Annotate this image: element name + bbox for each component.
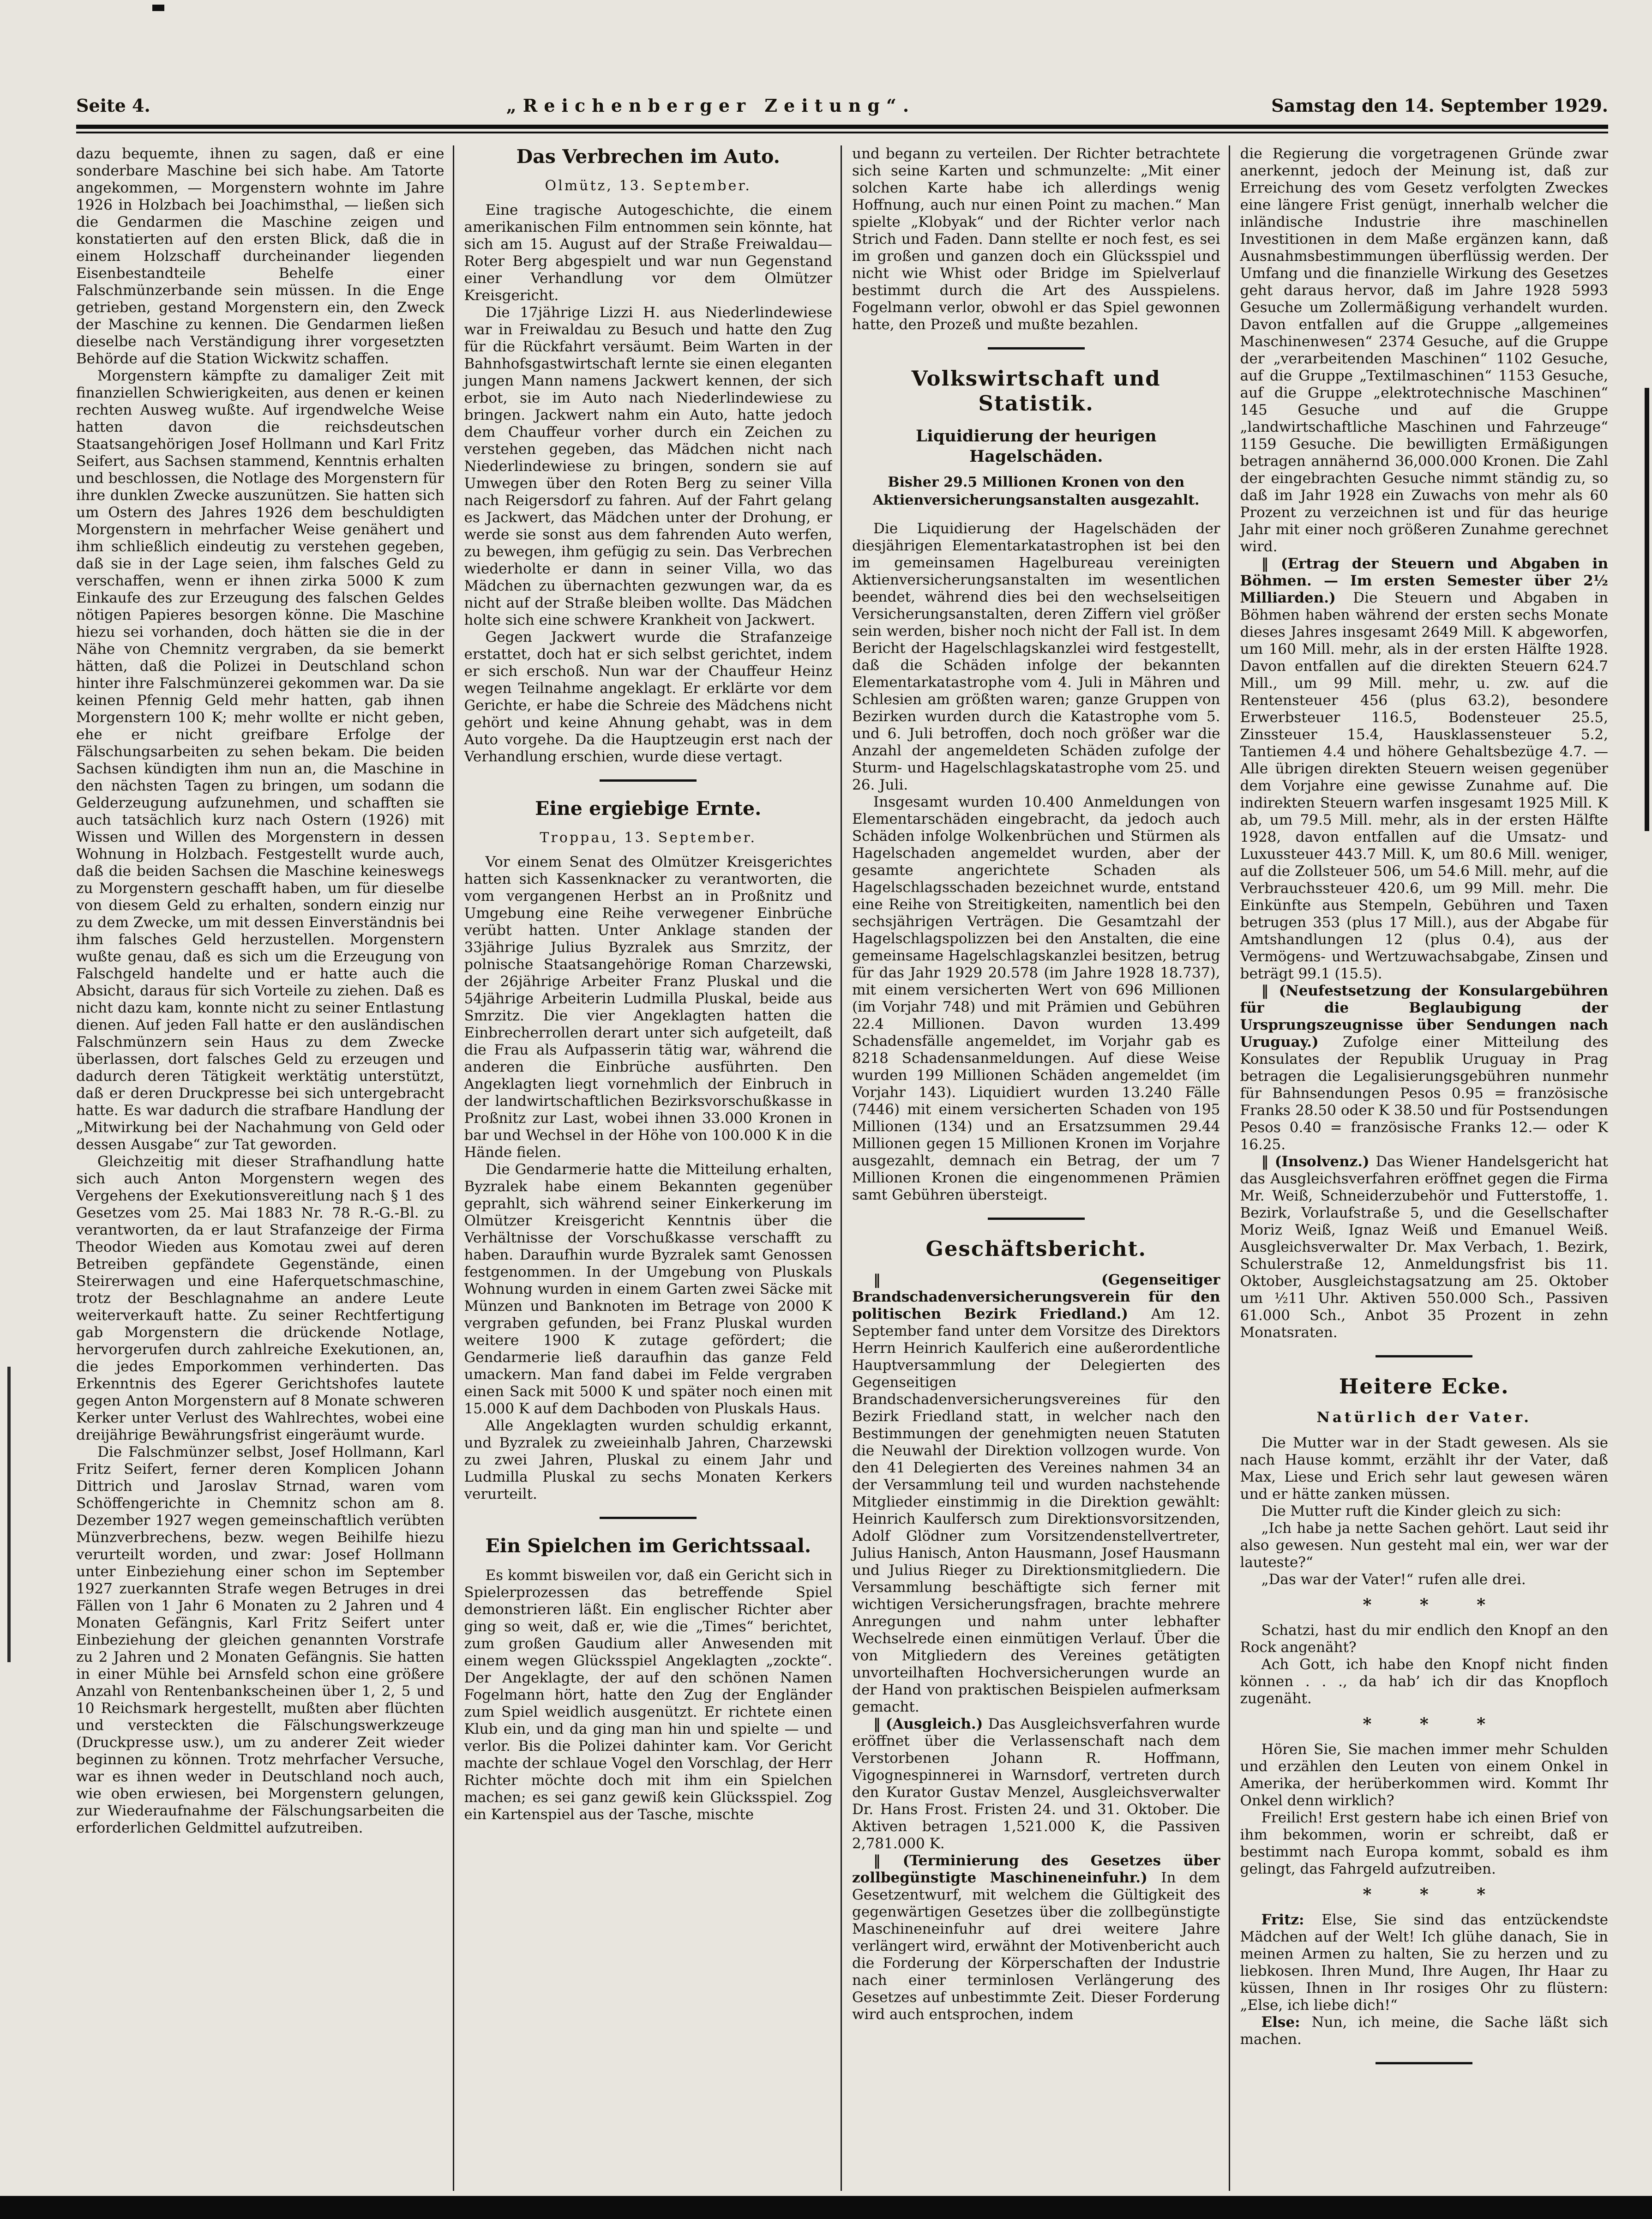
paragraph: Morgenstern kämpfte zu damaliger Zeit mit finanziellen Schwierigkeiten, aus denen er keinen rechten Ausweg wußte. Auf irgendwelche Weise hatten davon die reichsdeutschen Staatsangehörigen Josef Hollmann und Karl Fritz Seifert, aus Sachsen stammend, Kenntnis erhalten und beschlossen, die Notlage des Morgenstern für ihre dunklen Zwecke auszunützen. Sie hatten sich um Ostern des Jahres 1926 dem beschuldigten Morgenstern in mehrfacher Weise genähert und ihm schließlich eindeutig zu verstehen gegeben, daß sie in der Lage seien, ihm falsches Geld zu verschaffen, wenn er ihnen zirka 5000 K zum Einkaufe des zur Erzeugung des falschen Geldes nötigen Papieres besorgen könne. Die Maschine hiezu sei vorhanden, doch hätten sie die in der Nähe von Chemnitz vergraben, da sie bemerkt hätten, daß die Polizei in Deutschland schon hinter ihre Falschmünzerei gekommen war. Da sie keinen Pfennig Geld mehr hatten, gab ihnen Morgenstern 100 K; mehr wollte er nicht geben, ehe er nicht greifbare Erfolge der Fälschungsarbeiten zu sehen bekam. Die beiden Sachsen kündigten ihm nun an, die Maschine in den nächsten Tagen zu bringen, um sodann die Gelderzeugung aufzunehmen, und schafften sie auch tatsächlich kurz nach Ostern (1926) mit Wissen und Willen des Morgenstern in dessen Wohnung in Holzbach. Festgestellt wurde auch, daß die beiden Sachsen die Maschine keineswegs zu Morgenstern geschafft haben, um für dieselbe von diesem Geld zu erhalten, sondern einzig nur zu dem Zwecke, um mit dessen Einverständnis bei ihm falsches Geld herzustellen. Morgenstern wußte genau, daß es sich um die Erzeugung von Falschgeld handelte und er hatte auch die Absicht, daraus für sich Vorteile zu ziehen. Daß es nicht dazu kam, konnte nicht zu seiner Entlastung dienen. Auf jeden Fall hatte er den ausländischen Falschmünzern sein Haus zu dem Zwecke überlassen, dort falsches Geld zu erzeugen und dadurch deren Tätigkeit werktätig unterstützt, daß er deren Druckpresse bei sich untergebracht hatte. Es war dadurch die strafbare Handlung der „Mitwirkung bei der Nachahmung von Geld oder dessen Ausgabe“ zur Tat geworden.	[76, 368, 445, 1153]
columns-container	[0, 133, 1652, 2191]
paragraph-lead: ‖ (Ertrag der Steuern und Abgaben in Böhmen. — Im ersten Semester über 2½ Milliarden.)	[1240, 555, 1608, 606]
column-2	[453, 145, 833, 2191]
paragraph: dazu bequemte, ihnen zu sagen, daß er eine sonderbare Maschine bei sich habe. Am Tatorte angekommen, — Morgenstern wohnte im Jahre 1926 in Holzbach bei Joachimsthal, — ließen sich die Gendarmen die Maschine zeigen und konstatierten auf den ersten Blick, daß die in einem Holzschaff durcheinander liegenden Eisenbestandteile Behelfe einer Falschmünzerbande sein müssen. In die Enge getrieben, gestand Morgenstern ein, den Zweck der Maschine zu kennen. Die Gendarmen ließen dieselbe nach Verständigung ihrer vorgesetzten Behörde auf die Station Wickwitz schaffen.	[76, 145, 445, 367]
newspaper-title: „Reichenberger Zeitung“.	[506, 95, 916, 116]
scan-artifact-bottom-band	[0, 2196, 1652, 2219]
paragraph: Die 17jährige Lizzi H. aus Niederlindewiese war in Freiwaldau zu Besuch und hatte den Zug für die Rückfahrt versäumt. Beim Warten in der Bahnhofsgastwirtschaft lernte sie einen eleganten jungen Mann namens Jackwert kennen, der sich erbot, sie im Auto nach Niederlindewiese zu bringen. Jackwert nahm ein Auto, hatte jedoch dem Chauffeur vorher durch ein Zeichen zu verstehen gegeben, das Mädchen nicht nach Niederlindewiese zu bringen, sondern sie auf Umwegen über den Roten Berg zu seiner Villa nach Reigersdorf zu fahren. Auf der Fahrt gelang es Jackwert, das Mädchen unter der Drohung, er werde sie sonst aus dem fahrenden Auto werfen, zu bewegen, ihm gefügig zu sein. Das Verbrechen wiederholte er dann in seiner Villa, wo das Mädchen zu übernachten gezwungen war, da es nicht auf der Straße bleiben wollte. Das Mädchen holte sich eine schwere Krankheit von Jackwert.	[464, 304, 832, 629]
paragraph-lead: ‖ (Gegenseitiger Brandschadenversicherungsverein für den politischen Bezirk Friedland.)	[852, 1271, 1220, 1322]
dateline: Troppau, 13. September.	[540, 830, 757, 846]
paragraph: Die Gendarmerie hatte die Mitteilung erhalten, Byzralek habe einem Bekannten gegenüber geprahlt, sich während seiner Einkerkerung im Olmützer Kreisgericht Kenntnis über die Verhältnisse der Vorschußkasse verschafft zu haben. Daraufhin wurde Byzralek samt Genossen festgenommen. In der Umgebung von Pluskals Wohnung wurden in einem Garten zwei Säcke mit Münzen und Banknoten im Betrage von 2000 K vergraben gefunden, bei Franz Pluskal wurden weitere 1900 K zutage gefördert; die Gendarmerie ließ daraufhin das ganze Feld umackern. Man fand dabei im Felde vergraben einen Sack mit 5000 K und später noch einen mit 15.000 K auf dem Dachboden von Pluskals Haus.	[464, 1161, 832, 1417]
paragraph: Die Mutter ruft die Kinder gleich zu sich:	[1261, 1503, 1562, 1520]
scan-artifact-right-edge	[1645, 388, 1649, 831]
paragraph: ‖ (Insolvenz.) Das Wiener Handelsgericht hat das Ausgleichsverfahren eröffnet gegen die Firma Mr. Weiß, Schneiderzubehör und Futterstoffe, 1. Bezirk, Vorlaufstraße 5, und die Gesellschafter Moriz Weiß, Ignaz Weiß und Emanuel Weiß. Ausgleichsverwalter Dr. Max Verbach, 1. Bezirk, Schulerstraße 12, Anmeldungsfrist bis 11. Oktober, Ausgleichstagsatzung am 25. Oktober um ½11 Uhr. Aktiven 550.000 Sch., Passiven 61.000 Sch., Anbot 35 Prozent in zehn Monatsraten.	[1240, 1153, 1608, 1341]
masthead	[0, 0, 1652, 133]
paragraph: ‖ (Ausgleich.) Das Ausgleichsverfahren wurde eröffnet über die Verlassenschaft nach dem Verstorbenen Johann R. Hoffmann, Vigognespinnerei in Warnsdorf, vertreten durch den Kurator Gustav Menzel, Ausgleichsverwalter Dr. Hans Frost. Fristen 24. und 31. Oktober. Die Aktiven betragen 1,521.000 K, die Passiven 2,781.000 K.	[852, 1715, 1220, 1852]
paragraph-lead: Else:	[1261, 2014, 1312, 2031]
paragraph: „Das war der Vater!“ rufen alle drei.	[1261, 1571, 1526, 1588]
section-heading: Heitere Ecke.	[1339, 1374, 1509, 1399]
stars-divider: * * *	[1363, 1714, 1507, 1734]
stars-divider: * * *	[1363, 1885, 1507, 1904]
article-divider-rule	[600, 1517, 697, 1519]
paragraph: Gleichzeitig mit dieser Strafhandlung hatte sich auch Anton Morgenstern wegen des Vergehens der Exekutionsvereitlung nach § 1 des Gesetzes vom 25. Mai 1883 Nr. 78 R.-G.-Bl. zu verantworten, da er laut Strafanzeige der Firma Theodor Wieden aus Komotau zwei auf deren Betreiben gepfändete Gegenstände, einen Steirerwagen und eine Haferquetschmaschine, trotz der Beschlagnahme an andere Leute weiterverkauft hatte. Zu seiner Rechtfertigung gab Morgenstern die drückende Notlage, hervorgerufen durch zahlreiche Exekutionen, an, die jedes Emporkommen verhinderten. Das Erkenntnis des Egerer Gerichtshofes lautete gegen Anton Morgenstern auf 8 Monate schweren Kerker unter Verlust des Wahlrechtes, wobei eine dreijährige Bewährungsfrist eingeräumt wurde.	[76, 1153, 445, 1443]
paragraph: die Regierung die vorgetragenen Gründe zwar anerkennt, jedoch der Meinung ist, daß zur Erreichung des vom Gesetz verfolgten Zweckes eine längere Frist genügt, innerhalb welcher die inländische Industrie ihre maschinellen Investitionen in dem Maße ergänzen kann, daß Ausnahmsbestimmungen überflüssig werden. Der Umfang und die finanzielle Wirkung des Gesetzes geht daraus hervor, daß im Jahre 1928 5993 Gesuche um Zollermäßigung verhandelt wurden. Davon entfallen auf die Gruppe „allgemeines Maschinenwesen“ 2374 Gesuche, auf die Gruppe der „verarbeitenden Maschinen“ 1102 Gesuche, auf die Gruppe „Textilmaschinen“ 1153 Gesuche, auf die Gruppe „elektrotechnische Maschinen“ 145 Gesuche und auf die Gruppe „landwirtschaftliche Maschinen und Fahrzeuge“ 1159 Gesuche. Die bewilligten Ermäßigungen betragen annähernd 36,000.000 Kronen. Die Zahl der eingebrachten Gesuche nimmt ständig zu, so daß im Jahr 1928 ein Zuwachs von mehr als 60 Prozent zu verzeichnen ist und für das heurige Jahr mit einer noch größeren Zunahme gerechnet wird.	[1240, 145, 1608, 555]
paragraph: ‖ (Neufestsetzung der Konsulargebühren für die Beglaubigung der Ursprungszeugnisse über Sendungen nach Uruguay.) Zufolge einer Mitteilung des Konsulates der Republik Uruguay in Prag betragen die Legalisierungsgebühren nunmehr für Bahnsendungen Pesos 0.95 = französische Franks 28.50 oder K 38.50 und für Postsendungen Pesos 0.40 = französische Franks 12.— oder K 16.25.	[1240, 983, 1608, 1153]
section-heading: Geschäftsbericht.	[925, 1236, 1147, 1261]
paragraph: Gegen Jackwert wurde die Strafanzeige erstattet, doch hat er sich selbst gerichtet, indem er sich erschoß. Nun war der Chauffeur Heinz wegen Teilnahme angeklagt. Er erklärte vor dem Gerichte, er habe die Schreie des Mädchens nicht gehört und keine Ahnung gehabt, was in dem Auto vorgehe. Da die Hauptzeugin erst nach der Verhandlung erschien, wurde diese vertagt.	[464, 629, 832, 766]
scan-artifact-top	[152, 5, 164, 11]
paragraph: „Ich habe ja nette Sachen gehört. Laut seid ihr also gewesen. Nun gesteht mal ein, wer war der lauteste?“	[1240, 1520, 1608, 1571]
paragraph: Die Mutter war in der Stadt gewesen. Als sie nach Hause kommt, erzählt ihr der Vater, daß Max, Liese und Erich sehr laut gewesen wären und er hätte zanken müssen.	[1240, 1435, 1608, 1502]
paragraph-lead: ‖ (Terminierung des Gesetzes über zollbegünstigte Maschineneinfuhr.)	[852, 1852, 1220, 1886]
joke-title: Natürlich der Vater.	[1316, 1409, 1532, 1426]
paragraph: Eine tragische Autogeschichte, die einem amerikanischen Film entnommen sein könnte, hat sich am 15. August auf der Straße Freiwaldau—Roter Berg abgespielt und war nun Gegenstand einer Verhandlung vor dem Olmützer Kreisgericht.	[464, 202, 832, 304]
article-divider-rule	[988, 347, 1085, 350]
paragraph-lead: ‖ (Insolvenz.)	[1261, 1153, 1376, 1170]
article-divider-rule	[1376, 1355, 1472, 1357]
paragraph-lead: Fritz:	[1261, 1911, 1322, 1928]
article-heading: Ein Spielchen im Gerichtssaal.	[485, 1535, 811, 1557]
paragraph: Else: Nun, ich meine, die Sache läßt sich machen.	[1240, 2014, 1608, 2048]
article-subheading-secondary: Bisher 29.5 Millionen Kronen von den Aktienversicherungsanstalten ausgezahlt.	[872, 474, 1200, 508]
paragraph: und begann zu verteilen. Der Richter betrachtete sich seine Karten und schmunzelte: „Mit einer solchen Karte habe ich allerdings wenig Hoffnung, auch nur einen Point zu machen.“ Man spielte „Klobyak“ und der Richter verlor nach Strich und Faden. Dann stellte er noch fest, es sei im großen und ganzen doch ein Glücksspiel und nicht wie Whist oder Bridge im Spielverlauf bestimmt durch die Art des Ausspielens. Fogelmann verlor, obwohl er das Spiel gewonnen hatte, den Prozeß und mußte bezahlen.	[852, 145, 1220, 333]
scan-artifact-left-edge	[7, 1367, 11, 1662]
paragraph: Fritz: Else, Sie sind das entzückendste Mädchen auf der Welt! Ich glühe danach, Sie in meinen Armen zu halten, Sie zu herzen und zu liebkosen. Ihren Mund, Ihre Augen, Ihr Haar zu küssen, Ihnen in Ihr rosiges Ohr zu flüstern: „Else, ich liebe dich!“	[1240, 1911, 1608, 2014]
paragraph-lead: ‖ (Ausgleich.)	[873, 1715, 988, 1732]
issue-date: Samstag den 14. September 1929.	[1271, 95, 1608, 116]
paragraph-lead: ‖ (Neufestsetzung der Konsulargebühren für die Beglaubigung der Ursprungszeugnisse über Sendungen nach Uruguay.)	[1240, 983, 1608, 1050]
paragraph: ‖ (Terminierung des Gesetzes über zollbegünstigte Maschineneinfuhr.) In dem Gesetzentwurf, mit welchem die Gültigkeit des gegenwärtigen Gesetzes über die zollbegünstigte Maschineneinfuhr auf drei weitere Jahre verlängert wird, erwähnt der Motivenbericht auch die Forderung der Körperschaften der Industrie nach einer terminlosen Verlängerung des Gesetzes auf unbestimmte Zeit. Dieser Forderung wird auch entsprochen, indem	[852, 1852, 1220, 2023]
paragraph: ‖ (Gegenseitiger Brandschadenversicherungsverein für den politischen Bezirk Friedland.) Am 12. September fand unter dem Vorsitze des Direktors Herrn Heinrich Kaulferich eine außerordentliche Hauptversammlung der Delegierten des Gegenseitigen Brandschadenversicherungsvereines für den Bezirk Friedland statt, in welcher nach den Bestimmungen der genehmigten neuen Statuten die Neuwahl der Direktion vollzogen wurde. Von den 41 Delegierten des Vereines nahmen 34 an der Versammlung teil und wurden nachstehende Mitglieder einstimmig in die Direktion gewählt: Heinrich Kaulfersch zum Direktionsvorsitzenden, Adolf Glödner zum Vorsitzendenstellvertreter, Julius Hanisch, Anton Hausmann, Josef Hausmann und Julius Rieger zu Direktionsmitgliedern. Die Versammlung beschäftigte sich ferner mit wichtigen Versicherungsfragen, brachte mehrere Anregungen und nahm unter lebhafter Wechselrede einen einmütigen Verlauf. Über die von Mitgliedern des Vereines getätigten unvorteilhaften Hochversicherungen wurde an der Hand von praktischen Beispielen aufmerksam gemacht.	[852, 1271, 1220, 1715]
article-divider-rule	[600, 779, 697, 782]
column-3	[841, 145, 1220, 2191]
masthead-rule	[76, 125, 1608, 133]
paragraph: Ach Gott, ich habe den Knopf nicht finden können . . ., da hab’ ich dir das Knopfloch zugenäht.	[1240, 1656, 1608, 1707]
page-number: Seite 4.	[76, 95, 150, 116]
paragraph: ‖ (Ertrag der Steuern und Abgaben in Böhmen. — Im ersten Semester über 2½ Milliarden.) Die Steuern und Abgaben in Böhmen haben während der ersten sechs Monate dieses Jahres insgesamt 2649 Mill. K abgeworfen, um 160 Mill. mehr, als in der ersten Hälfte 1928. Davon entfallen auf die direkten Steuern 624.7 Mill., um 99 Mill. mehr, u. zw. auf die Rentensteuer 456 (plus 63.2), besondere Erwerbsteuer 116.5, Bodensteuer 25.5, Zinssteuer 15.4, Hausklassensteuer 5.2, Tantiemen 4.4 und höhere Gehaltsbezüge 4.7. — Alle übrigen direkten Steuern weisen gegenüber dem Vorjahre eine gewisse Zunahme auf. Die indirekten Steuern warfen insgesamt 1925 Mill. K ab, um 79.5 Mill. mehr, als in der ersten Hälfte 1928, davon entfallen auf die Umsatz- und Luxussteuer 443.7 Mill. K, um 80.6 Mill. weniger, auf die Zollsteuer 506, um 54.6 Mill. mehr, auf die Verbrauchssteuer 420.6, um 99 Mill. mehr. Die Einkünfte aus Stempeln, Gebühren und Taxen betrugen 353 (plus 17 Mill.), aus der Abgabe für Amtshandlungen 12 (plus 0.4), aus der Vermögens- und Wertzuwachsabgabe, Zinsen und beträgt 99.1 (15.5).	[1240, 555, 1608, 982]
paragraph: Alle Angeklagten wurden schuldig erkannt, und Byzralek zu zweieinhalb Jahren, Charzewski zu zwei Jahren, Pluskal zu einem Jahr und Ludmilla Pluskal zu sechs Monaten Kerkers verurteilt.	[464, 1417, 832, 1503]
article-divider-rule	[1376, 2062, 1472, 2064]
paragraph: Freilich! Erst gestern habe ich einen Brief von ihm bekommen, worin er schreibt, daß er bestimmt nach Europa kommt, sobald es ihm gelingt, das Fahrgeld aufzutreiben.	[1240, 1809, 1608, 1877]
paragraph: Die Falschmünzer selbst, Josef Hollmann, Karl Fritz Seifert, ferner deren Komplicen Johann Dittrich und Jaroslav Strnad, waren vom Schöffengerichte in Chemnitz schon am 8. Dezember 1927 wegen gemeinschaftlich verübten Münzverbrechens, bezw. wegen Beihilfe hiezu verurteilt worden, und zwar: Josef Hollmann unter Einbeziehung einer schon im September 1927 zuerkannten Strafe wegen Betruges in drei Fällen von 1 Jahr 6 Monaten zu 2 Jahren und 4 Monaten Gefängnis, Karl Fritz Seifert unter Einbeziehung der gleichen genannten Vorstrafe zu 2 Jahren und 2 Monaten Gefängnis. Sie hatten in einer Mühle bei Arnsfeld schon eine größere Anzahl von Rentenbankscheinen über 1, 2, 5 und 10 Reichsmark hergestellt, mußten aber flüchten und versteckten die Fälschungswerkzeuge (Druckpresse usw.), um zu anderer Zeit wieder beginnen zu können. Trotz mehrfacher Versuche, war es ihnen weder in Deutschland noch auch, wie oben erwiesen, bei Morgenstern gelungen, zur Wiederaufnahme der Fälschungsarbeiten die erforderlichen Geldmittel aufzutreiben.	[76, 1444, 445, 1836]
article-heading: Das Verbrechen im Auto.	[516, 145, 780, 168]
article-heading: Eine ergiebige Ernte.	[535, 797, 762, 820]
stars-divider: * * *	[1363, 1595, 1507, 1615]
section-heading: Volkswirtschaft und Statistik.	[911, 366, 1161, 416]
paragraph: Schatzi, hast du mir endlich den Knopf an den Rock angenäht?	[1240, 1622, 1608, 1656]
article-divider-rule	[988, 1218, 1085, 1220]
column-4	[1229, 145, 1609, 2191]
paragraph: Hören Sie, Sie machen immer mehr Schulden und erzählen den Leuten von einem Onkel in Amerika, der herüberkommen wird. Kommt Ihr Onkel denn wirklich?	[1240, 1741, 1608, 1809]
paragraph: Es kommt bisweilen vor, daß ein Gericht sich in Spielerprozessen das betreffende Spiel demonstrieren läßt. Ein englischer Richter aber ging so weit, daß er, wie die „Times“ berichtet, zum großen Gaudium aller Anwesenden mit einem wegen Glücksspiel Angeklagten „zockte“. Der Angeklagte, der auf den schönen Namen Fogelmann hört, hatte den Zug der Engländer zum Spiel weidlich ausgenützt. Er richtete einen Klub ein, und da ging man hin und spielte — und verlor. Bis die Polizei dahinter kam. Vor Gericht machte der schlaue Vogel den Vorschlag, der Herr Richter möchte doch mit ihm ein Spielchen machen; es sei ganz gewiß kein Glücksspiel. Zog ein Kartenspiel aus der Tasche, mischte	[464, 1567, 832, 1823]
paragraph: Vor einem Senat des Olmützer Kreisgerichtes hatten sich Kassenknacker zu verantworten, die vom vergangenen Herbst an in Proßnitz und Umgebung eine Reihe verwegener Einbrüche verübt hatten. Unter Anklage standen der 33jährige Julius Byzralek aus Smrzitz, der polnische Staatsangehörige Roman Charzewski, der 26jährige Arbeiter Franz Pluskal und die 54jährige Arbeiterin Ludmilla Pluskal, beide aus Smrzitz. Die vier Angeklagten hatten die Einbrecherrollen derart unter sich aufgeteilt, daß die Frau als Aufpasserin tätig war, während die anderen die Einbrüche ausführten. Den Angeklagten liegt vornehmlich der Einbruch in der landwirtschaftlichen Bezirksvorschußkasse in Proßnitz zur Last, wobei ihnen 33.000 Kronen in bar und Wechsel in der Höhe von 100.000 K in die Hände fielen.	[464, 854, 832, 1161]
paragraph: Die Liquidierung der Hagelschäden der diesjährigen Elementarkatastrophen ist bei den im gemeinsamen Hagelbureau vereinigten Aktienversicherungsanstalten im wesentlichen beendet, während dies bei den wechselseitigen Versicherungsanstalten, deren Ziffern viel größer sein werden, bisher noch nicht der Fall ist. In dem Bericht der Hagelschlagskanzlei wird festgestellt, daß die Schäden infolge der bekannten Elementarkatastrophe vom 4. Juli in Mähren und Schlesien am größten waren; ganze Gruppen von Bezirken wurden durch die Katastrophe vom 5. und 6. Juli betroffen, doch noch größer war die Anzahl der angemeldeten Schäden zufolge der Sturm- und Hagelschlagskatastrophe vom 25. und 26. Juli.	[852, 520, 1220, 793]
article-subheading: Liquidierung der heurigen Hagelschäden.	[915, 427, 1157, 466]
column-1	[76, 145, 445, 2191]
dateline: Olmütz, 13. September.	[545, 178, 751, 194]
paragraph: Insgesamt wurden 10.400 Anmeldungen von Elementarschäden eingebracht, da jedoch auch Schäden infolge Wolkenbrüchen und Stürmen als Hagelschaden angemeldet wurden, aber der gesamte angerichtete Schaden als Hagelschlagsschaden bezeichnet wurde, entstand eine Reihe von Streitigkeiten, namentlich bei den sechsjährigen Verträgen. Die Gesamtzahl der Hagelschlagspolizzen bei den Anstalten, die eine gemeinsame Hagelschlagskanzlei besitzen, betrug für das Jahr 1929 20.578 (im Jahre 1928 18.737), mit einem versicherten Wert von 696 Millionen (im Vorjahr 748) und mit Prämien und Gebühren 22.4 Millionen. Davon wurden 13.499 Schadensfälle angemeldet, im Vorjahr gab es 8218 Schadensanmeldungen. Auf diese Weise wurden 199 Millionen Schäden angemeldet (im Vorjahr 143). Liquidiert wurden 13.240 Fälle (7446) mit einem versicherten Schaden von 195 Millionen (134) und an Ersatzsummen 29.44 Millionen gegen 15 Millionen Kronen im Vorjahre ausgezahlt, demnach ein Betrag, der um 7 Millionen Kronen die eingenommenen Prämien samt Gebühren übersteigt.	[852, 793, 1220, 1203]
